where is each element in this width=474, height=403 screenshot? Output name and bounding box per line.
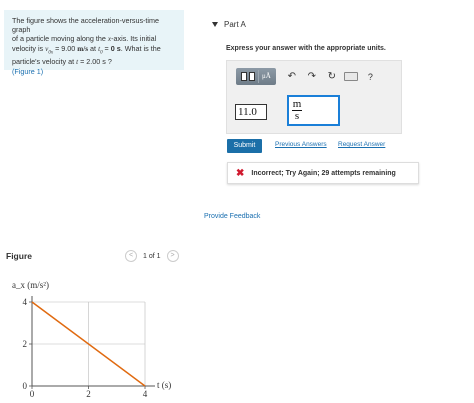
provide-feedback-link[interactable]: Provide Feedback — [204, 213, 261, 220]
t-subscript: 0 — [100, 50, 103, 56]
t-symbol-2: t — [76, 58, 79, 67]
y-tick-label: 0 — [22, 381, 27, 391]
figure-heading: Figure — [6, 251, 32, 261]
velocity-symbol — [45, 45, 54, 56]
chevron-right-icon[interactable]: > — [167, 250, 179, 262]
template-toolbar-group — [236, 68, 276, 85]
chevron-left-icon[interactable]: < — [125, 250, 137, 262]
problem-line-3-c: at — [88, 44, 99, 53]
part-title: Part A — [224, 20, 246, 29]
x-tick-label: 0 — [29, 389, 35, 399]
caret-down-icon[interactable] — [212, 22, 218, 27]
problem-line-2-a: of a particle moving along the — [12, 34, 108, 43]
submit-button[interactable]: Submit — [227, 139, 262, 153]
template-box-icon — [249, 72, 255, 81]
velocity-unit: m/s — [77, 45, 89, 53]
x-tick-label: 2 — [86, 389, 91, 399]
equals: = — [102, 44, 111, 53]
unit-denominator: s — [294, 110, 300, 122]
velocity-value: = 9.00 — [53, 44, 78, 53]
part-header[interactable] — [212, 20, 246, 29]
time-value: 0 s — [110, 44, 121, 53]
answer-instructions: Express your answer with the appropriate units. — [226, 45, 386, 52]
problem-line-4-b: = 2.00 s ? — [78, 57, 112, 67]
help-button[interactable]: ? — [367, 71, 373, 82]
problem-text — [12, 16, 178, 67]
problem-statement — [4, 10, 184, 77]
answer-unit-input[interactable] — [287, 95, 340, 126]
y-tick-label: 2 — [22, 339, 27, 349]
problem-line-3 — [12, 44, 178, 57]
pager-text: 1 of 1 — [143, 252, 161, 260]
undo-icon[interactable]: ↶ — [287, 71, 296, 82]
figure-link[interactable]: (Figure 1) — [12, 67, 44, 77]
problem-line-2 — [12, 34, 178, 44]
answer-value-input[interactable]: 11.0 — [235, 104, 267, 120]
redo-icon[interactable]: ↷ — [307, 71, 316, 82]
x-axis-label: t (s) — [157, 380, 172, 390]
problem-line-4 — [12, 57, 178, 67]
keyboard-icon[interactable] — [344, 72, 358, 81]
templates-icon[interactable] — [238, 70, 258, 83]
x-variable: x — [107, 35, 112, 43]
reset-icon[interactable]: ↻ — [327, 71, 336, 82]
x-tick-label: 4 — [142, 389, 148, 399]
figure-pager — [125, 250, 179, 262]
request-answer-link[interactable]: Request Answer — [338, 141, 386, 148]
acceleration-time-graph — [0, 270, 190, 403]
previous-answers-link[interactable]: Previous Answers — [275, 141, 327, 148]
y-tick-label: 4 — [22, 297, 27, 307]
math-toolbar — [236, 68, 373, 85]
v-subscript: 0x — [48, 50, 54, 56]
problem-line-3-f: . What is the — [120, 44, 161, 53]
y-axis-label: a_x (m/s²) — [12, 280, 49, 290]
v-symbol: v — [45, 45, 49, 53]
feedback-message: Incorrect; Try Again; 29 attempts remaining — [251, 169, 396, 177]
problem-line-3-a: velocity is — [12, 44, 46, 53]
feedback-message-box — [227, 162, 419, 184]
problem-line-4-a: particle's velocity at — [12, 57, 77, 67]
units-button[interactable]: μÅ — [258, 70, 274, 83]
template-box-icon — [241, 72, 247, 81]
problem-line-2-b: -axis. Its initial — [111, 34, 157, 43]
answer-box — [226, 60, 402, 134]
unit-fraction — [292, 99, 302, 122]
unit-numerator: m — [292, 98, 302, 110]
x-icon: ✖ — [236, 167, 245, 179]
t-symbol: t — [98, 45, 101, 53]
problem-line-1: The figure shows the acceleration-versus-time graph — [12, 16, 160, 34]
